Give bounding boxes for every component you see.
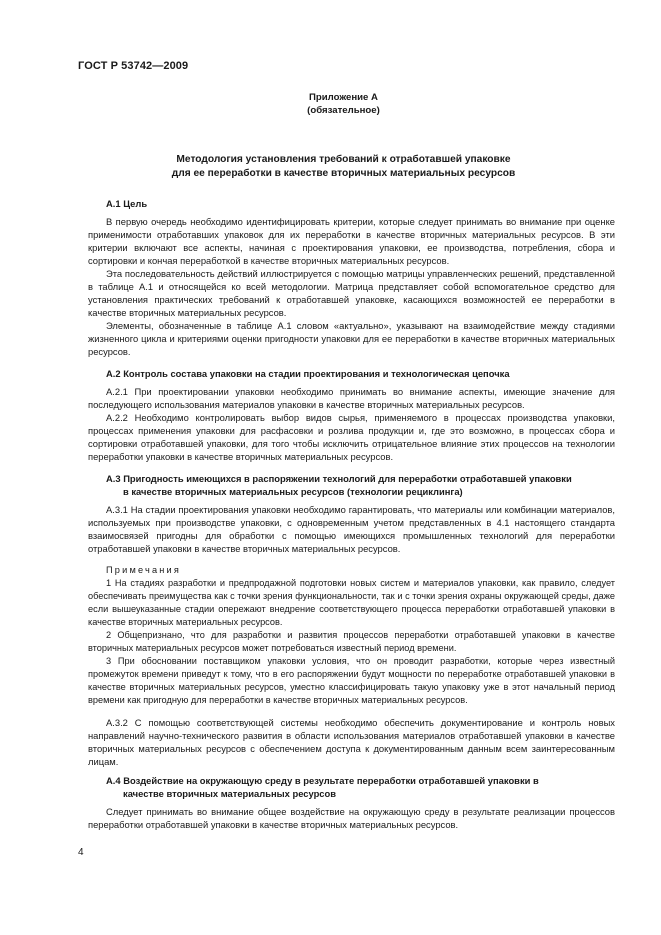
notes-title: Примечания: [106, 565, 182, 575]
section-a1-paragraph-2: Эта последовательность действий иллюстрируется с помощью матрицы управленческих решений, представленной в таблице А.1 и относящейся ко всей методологии. Матрица представляет собой вспомогательное средство для установления практических требований к отработавшей упаковке, касающихся возможностей ее переработки в качестве вторичных материальных ресурсов.: [88, 268, 615, 318]
section-a4-heading-line-2: качестве вторичных материальных ресурсов: [123, 788, 337, 799]
section-a3-heading-line-2: в качестве вторичных материальных ресурсов (технологии рециклинга): [123, 486, 463, 497]
appendix-label: [0, 91, 661, 117]
section-a1-paragraph-3: Элементы, обозначенные в таблице А.1 словом «актуально», указывают на взаимодействие между стадиями жизненного цикла и критериями оценки пригодности упаковки для ее переработки в качестве вторичных материальных ресурсов.: [88, 320, 615, 357]
appendix-heading-line-1: Методология установления требований к отработавшей упаковке: [176, 154, 511, 165]
section-a2-paragraph-2: А.2.2 Необходимо контролировать выбор видов сырья, применяемого в процессах производства упаковки, процессах применения упаковки для расфасовки и розлива продукции и, где это возможно, в процессах сбора и сортировки отработавшей упаковки, для того чтобы исключить отрицательное влияние этих процессов на технологии переработки упаковки в качестве вторичных материальных ресурсов.: [88, 412, 615, 462]
section-a4-paragraph-1: Следует принимать во внимание общее воздействие на окружающую среду в результате реализации процессов переработки отработавшей упаковки в качестве вторичных материальных ресурсов.: [88, 806, 615, 830]
section-a1-paragraph-1: В первую очередь необходимо идентифицировать критерии, которые следует принимать во внимание при оценке применимости отработавших упаковок для их переработки в качестве вторичных материальных ресурсов. В эти критерии включают все аспекты, начиная с проектирования упаковки, ее производства, потребления, сбора и сортировки и кончая переработкой в качестве вторичных материальных ресурсов.: [88, 216, 615, 266]
section-a1-heading: А.1 Цель: [106, 198, 148, 209]
note-1: 1 На стадиях разработки и предпродажной подготовки новых систем и материалов упаковки, как правило, следует обеспечивать преимущества как с точки зрения функциональности, так и с точки зрения охраны окружающей среды, даже если вышеуказанные стадии опережают внедрение соответствующего процесса переработки отработавшей упаковки в качестве вторичных материальных ресурсов.: [88, 578, 615, 627]
document-code: ГОСТ Р 53742—2009: [78, 60, 189, 72]
appendix-heading-line-2: для ее переработки в качестве вторичных материальных ресурсов: [171, 167, 516, 179]
page-number: 4: [78, 847, 84, 858]
section-a3-paragraph-2: А.3.2 С помощью соответствующей системы необходимо обеспечить документирование и контроль новых направлений научно-технического развития в области использования материалов отработавшей упаковки в качестве вторичных материальных ресурсов с обеспечением доступа к документированным данным всем заинтересованным лицам.: [88, 717, 615, 767]
document-body: [88, 197, 615, 831]
appendix-status: (обязательное): [307, 105, 380, 116]
note-3: 3 При обосновании поставщиком упаковки условия, что он проводит разработки, которые через известный промежуток времени приведут к тому, что в его распоряжении будут мощности по переработке отработавшей упаковки в качестве вторичных материальных ресурсов, уместно классифицировать такую упаковку уже в этот начальный период времени как пригодную для переработки в качестве вторичных материальных ресурсов.: [88, 656, 615, 705]
section-a3-heading: [88, 472, 615, 498]
appendix-title: Приложение А: [309, 92, 378, 103]
section-a3-heading-line-1: А.3 Пригодность имеющихся в распоряжении технологий для переработки отработавшей упаковки: [106, 473, 572, 484]
section-a4-heading-line-1: А.4 Воздействие на окружающую среду в результате переработки отработавшей упаковки в: [106, 775, 539, 786]
section-a2-heading: А.2 Контроль состава упаковки на стадии проектирования и технологическая цепочка: [106, 368, 510, 379]
section-a2-paragraph-1: А.2.1 При проектировании упаковки необходимо принимать во внимание аспекты, имеющие значение для последующего использования материалов упаковки в качестве вторичных материальных ресурсов.: [88, 386, 615, 410]
section-a4-heading: [88, 774, 615, 800]
section-a3-paragraph-1: А.3.1 На стадии проектирования упаковки необходимо гарантировать, что материалы или комбинации материалов, используемых при производстве упаковки, с одновременным учетом представленных в 4.1 настоящего стандарта взаимосвязей пригодны для обработки с помощью имеющихся промышленных технологий для переработки отработавшей упаковки в качестве вторичных материальных ресурсов.: [88, 504, 615, 554]
note-2: 2 Общепризнано, что для разработки и развития процессов переработки отработавшей упаковки в качестве вторичных материальных ресурсов может потребоваться известный период времени.: [88, 630, 615, 653]
appendix-heading: [0, 153, 661, 180]
